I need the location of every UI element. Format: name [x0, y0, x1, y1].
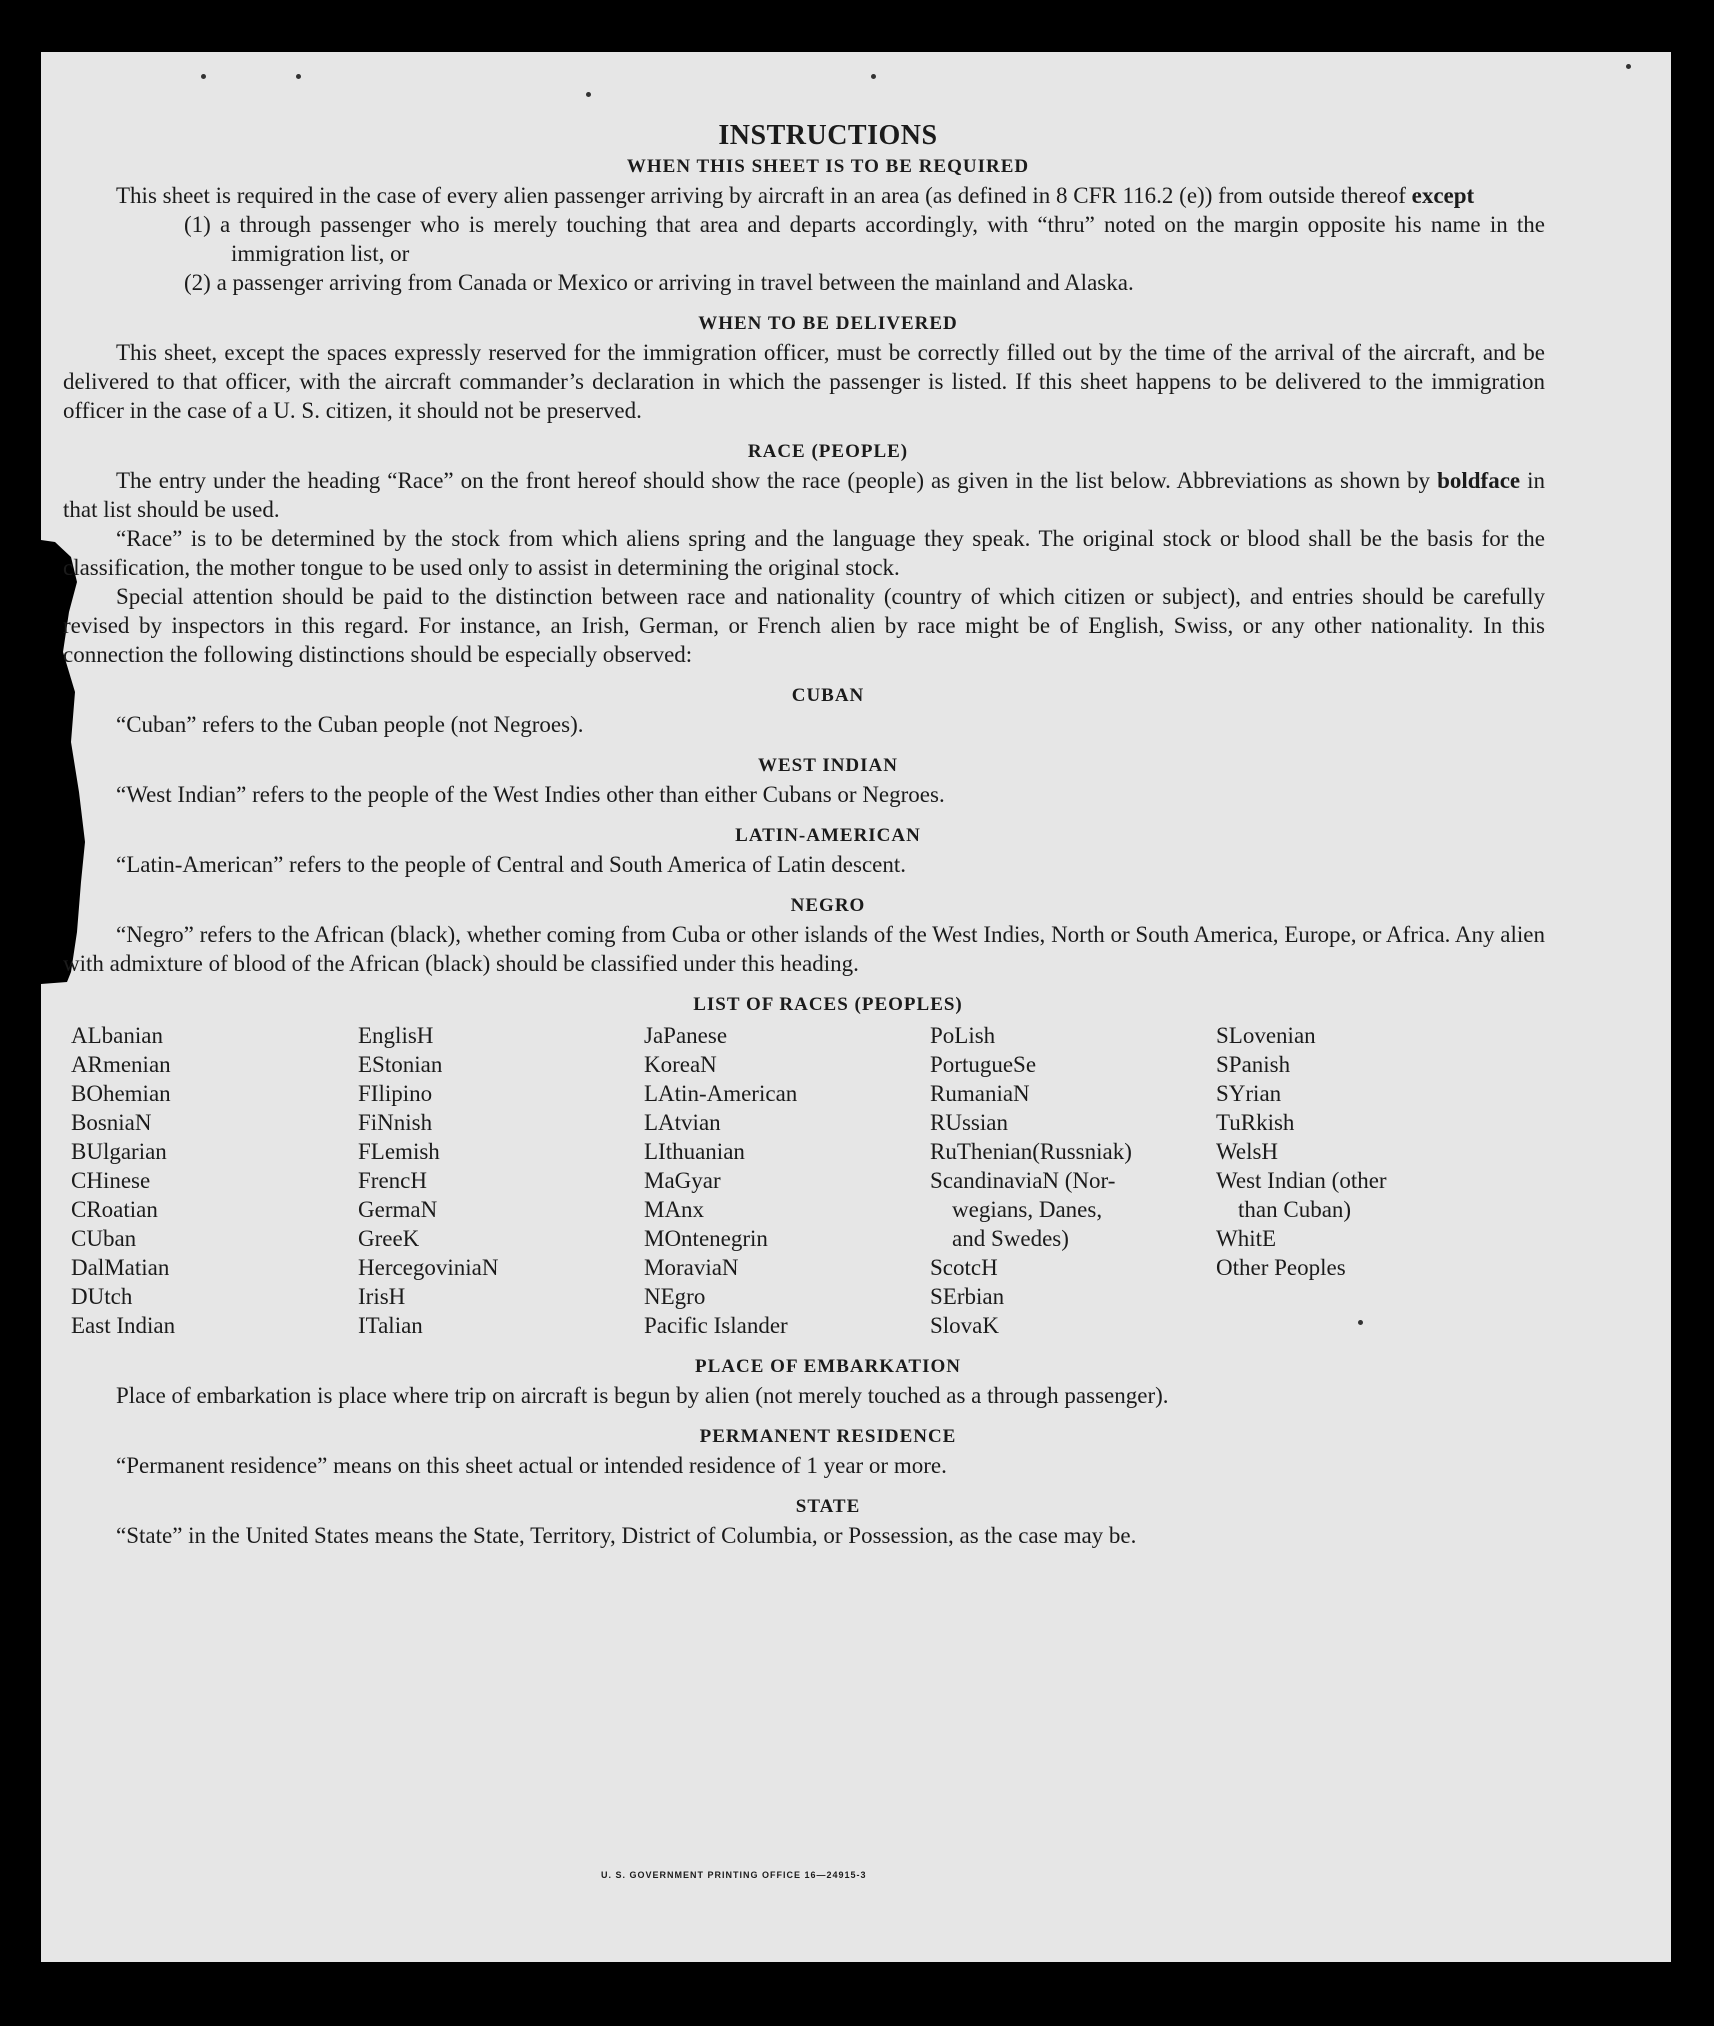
race-entry: ALbanian [71, 1023, 163, 1048]
paragraph-latin-american: “Latin-American” refers to the people of Central and South America of Latin descent. [116, 852, 906, 877]
race-entry: MAnx [644, 1197, 705, 1222]
race-entry: LIthuanian [644, 1139, 745, 1164]
race-entry: SYrian [1216, 1081, 1282, 1106]
speck [1626, 64, 1631, 69]
section-heading-west-indian: WEST INDIAN [758, 755, 898, 776]
race-entry: JaPanese [644, 1023, 728, 1048]
race-entry: KoreaN [644, 1052, 717, 1077]
paragraph-residence: “Permanent residence” means on this sheet actual or intended residence of 1 year or more. [116, 1453, 947, 1478]
section-heading-races-list: LIST OF RACES (PEOPLES) [693, 994, 963, 1015]
section-heading-delivered: WHEN TO BE DELIVERED [698, 313, 958, 334]
race-entry: NEgro [644, 1284, 706, 1309]
race-entry: CUban [71, 1226, 137, 1251]
race-entry: HercegoviniaN [358, 1255, 499, 1280]
race-entry: FIlipino [358, 1081, 433, 1106]
race-entry: than Cuban) [1238, 1197, 1352, 1222]
race-entry: IrisH [358, 1284, 406, 1309]
speck [586, 92, 591, 97]
paragraph-negro: “Negro” refers to the African (black), whether coming from Cuba or other islands of the West Indies, North or South America, Europe, or Africa. Any alien with admixture of blood of the African (black) should be classified under this heading. [63, 922, 1545, 976]
race-entry: FLemish [358, 1139, 440, 1164]
race-entry: MaGyar [644, 1168, 721, 1193]
race-entry: MOntenegrin [644, 1226, 768, 1251]
section-heading-state: STATE [795, 1496, 861, 1517]
race-entry: CRoatian [71, 1197, 158, 1222]
speck [871, 74, 876, 79]
race-entry: SlovaK [930, 1313, 999, 1338]
section-heading-required: WHEN THIS SHEET IS TO BE REQUIRED [626, 156, 1030, 177]
race-entry: EStonian [358, 1052, 443, 1077]
paragraph-race: The entry under the heading “Race” on the front hereof should show the race (people) as given in the list below. Abbreviations as shown by boldface in that list should be used. [63, 468, 1546, 522]
race-entry: ScandinaviaN (Nor- [930, 1168, 1116, 1193]
race-entry: ARmenian [71, 1052, 171, 1077]
paragraph-delivered: This sheet, except the spaces expressly reserved for the immigration officer, must be correctly filled out by the time of the arrival of the aircraft, and be delivered to that officer, with the aircraft commander’s declaration in which the passenger is listed. If this sheet happens to be delivered to the immigration officer in the case of a U. S. citizen, it should not be preserved. [63, 340, 1545, 423]
race-entry: ITalian [358, 1313, 423, 1338]
race-entry: West Indian (other [1216, 1168, 1387, 1193]
race-entry: BUlgarian [71, 1139, 167, 1164]
document-page [41, 52, 1671, 1962]
paragraph-race: “Race” is to be determined by the stock from which aliens spring and the language they speak. The original stock or blood shall be the basis for the classification, the mother tongue to be used only to assist in determining the original stock. [63, 526, 1545, 580]
race-entry: wegians, Danes, [952, 1197, 1103, 1222]
races-column [350, 1021, 636, 1340]
race-entry: BosniaN [71, 1110, 152, 1135]
paragraph-state: “State” in the United States means the State, Territory, District of Columbia, or Possession, as the case may be. [116, 1523, 1137, 1548]
speck [201, 74, 206, 79]
race-entry: SPanish [1216, 1052, 1291, 1077]
section-heading-cuban: CUBAN [791, 685, 865, 706]
race-entry: CHinese [71, 1168, 151, 1193]
race-entry: LAtvian [644, 1110, 721, 1135]
race-entry: PortugueSe [930, 1052, 1037, 1077]
race-entry: WelsH [1216, 1139, 1279, 1164]
printer-imprint: U. S. GOVERNMENT PRINTING OFFICE 16—24915-3 [601, 1870, 867, 1880]
speck [296, 74, 301, 79]
races-column [1208, 1021, 1506, 1340]
race-entry: FiNnish [358, 1110, 433, 1135]
instructions-body [63, 120, 1545, 1550]
race-entry: SLovenian [1216, 1023, 1316, 1048]
race-entry: East Indian [71, 1313, 176, 1338]
race-entry: SErbian [930, 1284, 1005, 1309]
section-heading-embarkation: PLACE OF EMBARKATION [695, 1356, 961, 1377]
race-entry: LAtin-American [644, 1081, 798, 1106]
race-entry: and Swedes) [952, 1226, 1069, 1251]
race-entry: PoLish [930, 1023, 996, 1048]
race-entry: Other Peoples [1216, 1255, 1346, 1280]
section-heading-negro: NEGRO [790, 895, 866, 916]
paragraph-required: This sheet is required in the case of every alien passenger arriving by aircraft in an area (as defined in 8 CFR 116.2 (e)) from outside thereof except [116, 183, 1475, 208]
paragraph-embarkation: Place of embarkation is place where trip on aircraft is begun by alien (not merely touched as a through passenger). [116, 1383, 1169, 1408]
paragraph-race: Special attention should be paid to the distinction between race and nationality (country of which citizen or subject), and entries should be carefully revised by inspectors in this regard. For instance, an Irish, German, or French alien by race might be of English, Swiss, or any other nationality. In this connection the following distinctions should be especially observed: [63, 584, 1545, 667]
race-entry: WhitE [1216, 1226, 1277, 1251]
race-entry: BOhemian [71, 1081, 171, 1106]
race-entry: MoraviaN [644, 1255, 739, 1280]
races-column [636, 1021, 922, 1340]
race-entry: GreeK [358, 1226, 420, 1251]
race-entry: RUssian [930, 1110, 1008, 1135]
race-entry: Pacific Islander [644, 1313, 788, 1338]
section-heading-residence: PERMANENT RESIDENCE [699, 1426, 957, 1447]
race-entry: RuThenian(Russniak) [930, 1139, 1132, 1164]
list-item: (2) a passenger arriving from Canada or Mexico or arriving in travel between the mainland and Alaska. [184, 270, 1134, 295]
section-heading-race: RACE (PEOPLE) [747, 441, 909, 462]
race-entry: DUtch [71, 1284, 133, 1309]
list-item: (1) a through passenger who is merely touching that area and departs accordingly, with “thru” noted on the margin opposite his name in the immigration list, or [184, 212, 1545, 266]
race-entry: GermaN [358, 1197, 438, 1222]
race-entry: TuRkish [1216, 1110, 1295, 1135]
race-entry: RumaniaN [930, 1081, 1030, 1106]
section-heading-latin-american: LATIN-AMERICAN [735, 825, 921, 846]
paragraph-cuban: “Cuban” refers to the Cuban people (not Negroes). [116, 712, 584, 737]
page-title: INSTRUCTIONS [718, 120, 938, 151]
paragraph-west-indian: “West Indian” refers to the people of the West Indies other than either Cubans or Negroes. [116, 782, 945, 807]
race-entry: EnglisH [358, 1023, 434, 1048]
race-entry: FrencH [358, 1168, 427, 1193]
race-entry: DalMatian [71, 1255, 170, 1280]
races-column [922, 1021, 1208, 1340]
race-entry: ScotcH [930, 1255, 998, 1280]
races-list [63, 1021, 1545, 1340]
races-column [63, 1021, 350, 1340]
